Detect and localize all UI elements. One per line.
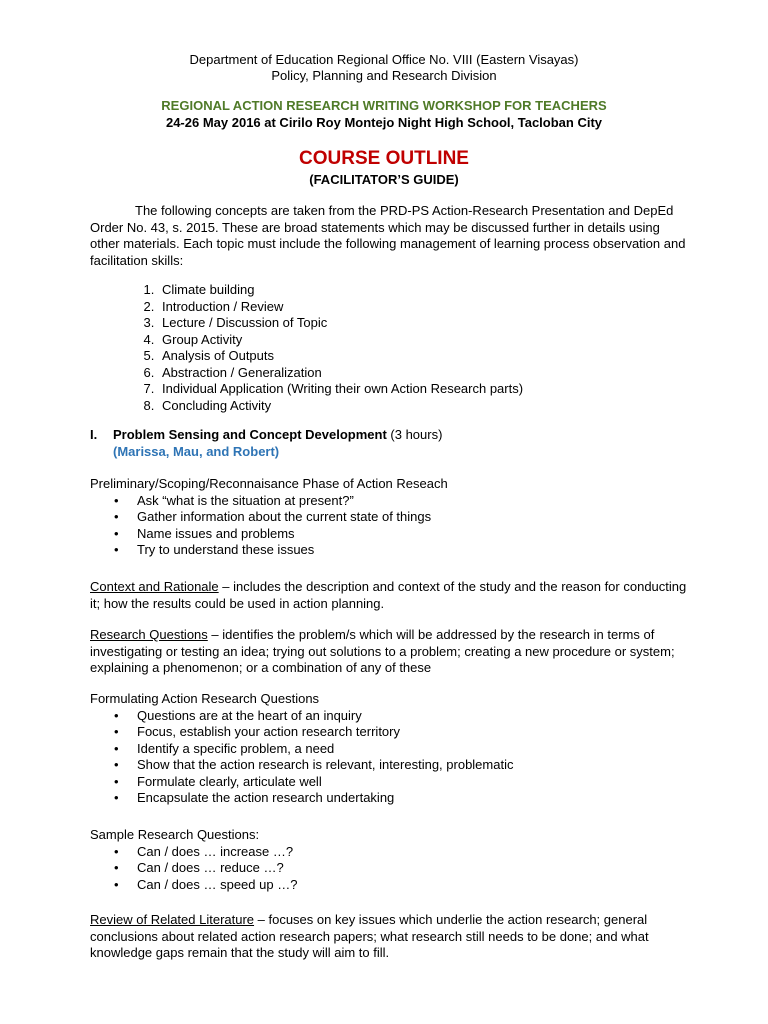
formulating-heading: Formulating Action Research Questions (90, 691, 320, 706)
context-paragraph (90, 579, 690, 612)
list-item: • Encapsulate the action research undertaking (135, 790, 690, 807)
list-item: • Identify a specific problem, a need (135, 741, 690, 758)
section-title: Problem Sensing and Concept Development (113, 427, 387, 442)
review-term: Review of Related Literature (90, 912, 255, 927)
section-numeral: I. (90, 427, 98, 442)
research-questions-text: – identifies the problem/s which will be addressed by the research in terms of investigating or testing an idea; trying out solutions to a problem; creating a new procedure or system; explaining a phenomenon; or a combination of any of these (90, 627, 675, 675)
formulating-list (90, 708, 690, 807)
list-item: • Name issues and problems (135, 526, 690, 543)
preliminary-heading: Preliminary/Scoping/Reconnaisance Phase of Action Reseach (90, 476, 448, 491)
list-item: • Formulate clearly, articulate well (135, 774, 690, 791)
department-line: Department of Education Regional Office No. VIII (Eastern Visayas) (189, 52, 579, 67)
list-item: • Questions are at the heart of an inquiry (135, 708, 690, 725)
list-item: 4. Group Activity (158, 332, 523, 349)
list-item: • Show that the action research is relevant, interesting, problematic (135, 757, 690, 774)
workshop-title: REGIONAL ACTION RESEARCH WRITING WORKSHOP FOR TEACHERS (161, 98, 607, 113)
intro-paragraph: The following concepts are taken from the PRD-PS Action-Research Presentation and DepEd Order No. 43, s. 2015. These are broad statements which may be discussed further in details using other materials. Each topic must include the following management of learning process observation and facilitation skills: (90, 203, 686, 268)
context-text: – includes the description and context of the study and the reason for conducting it; how the results could be used in action planning. (90, 579, 687, 611)
formulating-block (90, 691, 690, 807)
list-item: • Can / does … increase …? (135, 844, 690, 861)
samples-heading: Sample Research Questions: (90, 827, 260, 842)
research-questions-term: Research Questions (90, 627, 208, 642)
list-item: 5. Analysis of Outputs (158, 348, 523, 365)
list-item: 2. Introduction / Review (158, 299, 523, 316)
preliminary-block (90, 476, 690, 559)
page-title: COURSE OUTLINE (299, 148, 469, 169)
research-questions-paragraph (90, 627, 690, 677)
facilitation-steps-list (90, 282, 523, 414)
preliminary-list (90, 493, 690, 559)
list-item: • Can / does … speed up …? (135, 877, 690, 894)
list-item: 6. Abstraction / Generalization (158, 365, 523, 382)
list-item: 8. Concluding Activity (158, 398, 523, 415)
workshop-dates: 24-26 May 2016 at Cirilo Roy Montejo Night High School, Tacloban City (165, 115, 603, 130)
division-line: Policy, Planning and Research Division (271, 68, 497, 83)
samples-block (90, 827, 690, 893)
section-heading (90, 427, 442, 444)
list-item: • Ask “what is the situation at present?” (135, 493, 690, 510)
samples-list (90, 844, 690, 894)
list-item: • Can / does … reduce …? (135, 860, 690, 877)
list-item: 7. Individual Application (Writing their own Action Research parts) (158, 381, 523, 398)
section-hours: (3 hours) (390, 427, 443, 442)
list-item: • Gather information about the current state of things (135, 509, 690, 526)
list-item: • Try to understand these issues (135, 542, 690, 559)
page-subtitle: (FACILITATOR’S GUIDE) (309, 172, 459, 187)
list-item: • Focus, establish your action research territory (135, 724, 690, 741)
review-text: – focuses on key issues which underlie the action research; general conclusions about related action research papers; what research still needs to be done; and what knowledge gaps remain that the study will aim to fill. (90, 912, 649, 960)
section-facilitators: (Marissa, Mau, and Robert) (113, 444, 280, 459)
review-paragraph (90, 912, 690, 962)
context-term: Context and Rationale (90, 579, 219, 594)
list-item: 3. Lecture / Discussion of Topic (158, 315, 523, 332)
list-item: 1. Climate building (158, 282, 523, 299)
